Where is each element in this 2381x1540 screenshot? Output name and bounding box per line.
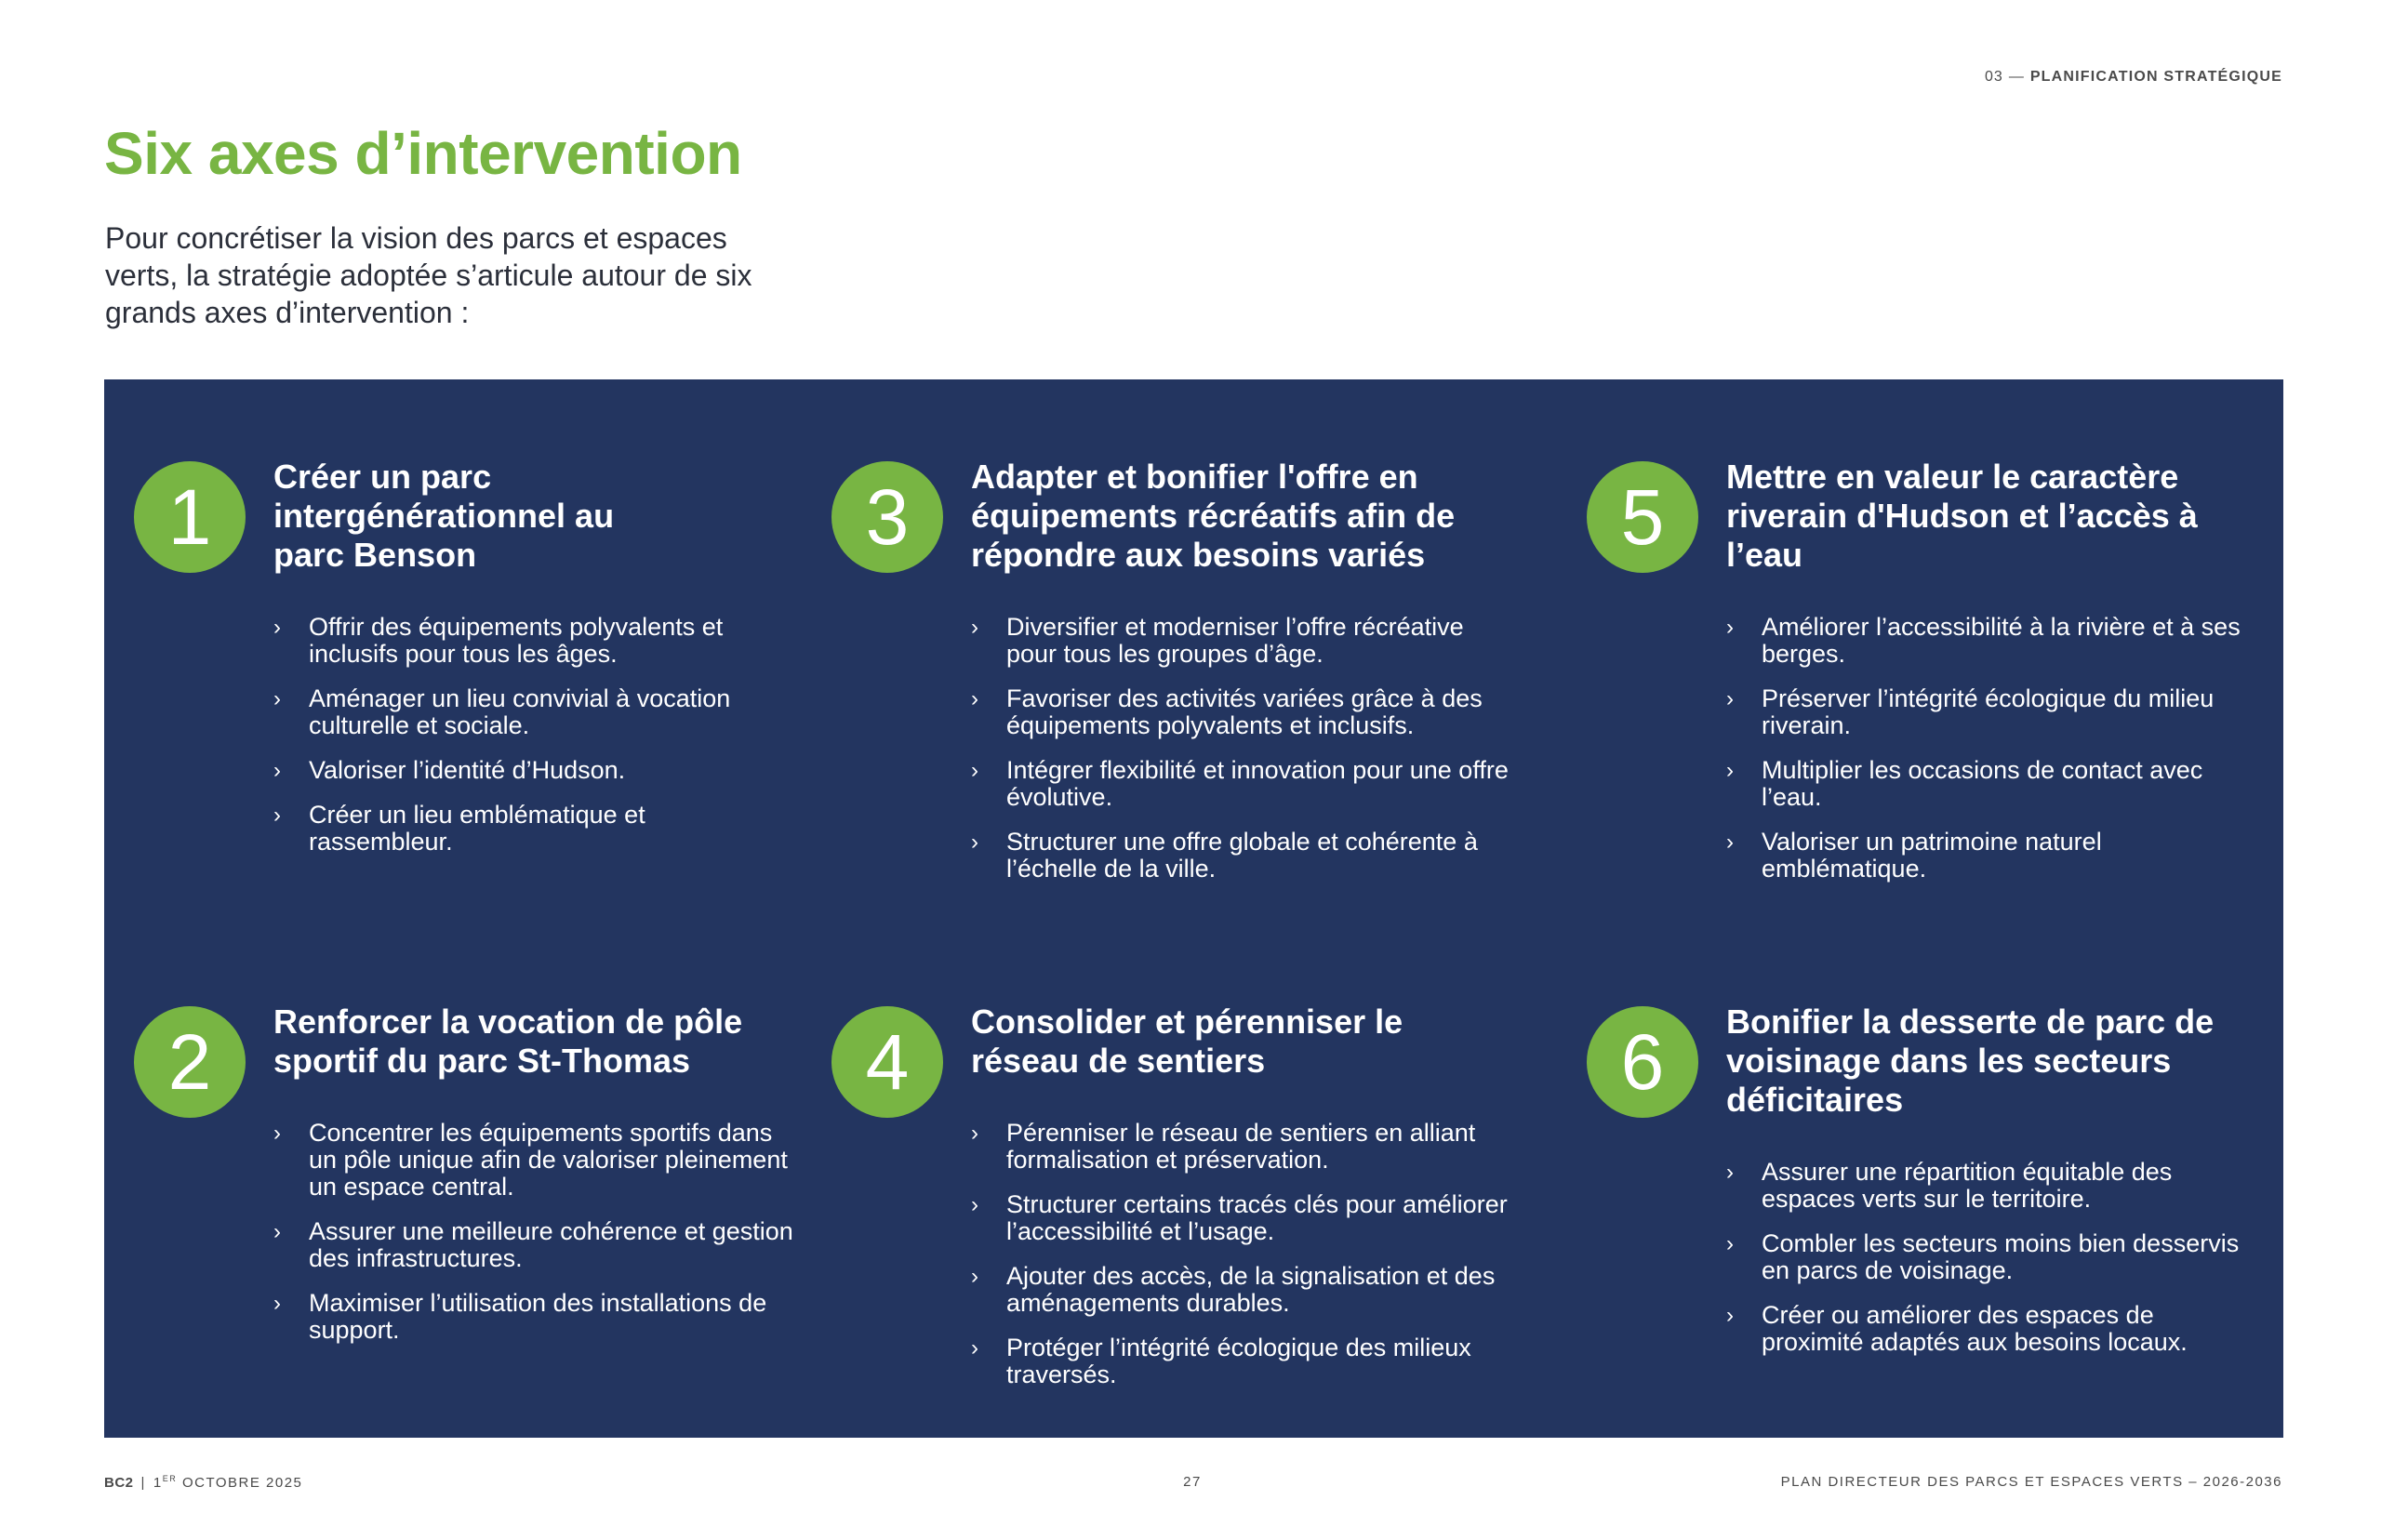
footer-date-day: 1	[153, 1475, 163, 1491]
axis-title: Créer un parc intergénérationnel au parc Benson	[273, 458, 615, 574]
chevron-right-icon: ›	[971, 1121, 978, 1146]
list-item: › Pérenniser le réseau de sentiers en alliant formalisation et préservation.	[971, 1119, 1476, 1174]
chevron-right-icon: ›	[971, 758, 978, 783]
axes-panel	[104, 379, 2283, 1438]
chevron-right-icon: ›	[273, 1291, 281, 1316]
axis-list	[1726, 614, 2247, 900]
axis-title: Bonifier la desserte de parc de voisinage dans les secteurs déficitaires	[1726, 1002, 2215, 1119]
list-item: › Ajouter des accès, de la signalisation et des aménagements durables.	[971, 1262, 1496, 1317]
chevron-right-icon: ›	[1726, 686, 1734, 711]
axis-list	[971, 614, 1510, 900]
list-item: › Structurer une offre globale et cohérente à l’échelle de la ville.	[971, 828, 1478, 883]
chevron-right-icon: ›	[273, 1219, 281, 1244]
axis-title: Mettre en valeur le caractère riverain d'Hudson et l’accès à l’eau	[1726, 458, 2198, 574]
footer-date-suffix: ER	[162, 1474, 178, 1483]
axis-list	[1726, 1159, 2247, 1374]
axis-number-badge: 6	[1587, 1006, 1698, 1118]
page-number: 27	[1183, 1474, 1202, 1490]
axis-number-badge: 1	[134, 461, 246, 573]
axis-list	[971, 1120, 1510, 1406]
chevron-right-icon: ›	[971, 1264, 978, 1289]
list-item: › Valoriser un patrimoine naturel emblématique.	[1726, 828, 2102, 883]
chevron-right-icon: ›	[273, 686, 281, 711]
list-item: › Multiplier les occasions de contact avec l’eau.	[1726, 756, 2203, 811]
list-item: › Améliorer l’accessibilité à la rivière et à ses berges.	[1726, 613, 2241, 668]
list-item: › Assurer une répartition équitable des espaces verts sur le territoire.	[1726, 1158, 2173, 1213]
section-number: 03	[1985, 69, 2003, 85]
list-item: › Offrir des équipements polyvalents et inclusifs pour tous les âges.	[273, 613, 724, 668]
list-item: › Structurer certains tracés clés pour améliorer l’accessibilité et l’usage.	[971, 1190, 1508, 1245]
list-item: › Intégrer flexibilité et innovation pour une offre évolutive.	[971, 756, 1509, 811]
axis-title: Consolider et pérenniser le réseau de sentiers	[971, 1002, 1403, 1080]
chevron-right-icon: ›	[971, 686, 978, 711]
section-label	[1985, 69, 2282, 86]
list-item: › Valoriser l’identité d’Hudson.	[273, 756, 626, 784]
chevron-right-icon: ›	[1726, 758, 1734, 783]
chevron-right-icon: ›	[971, 1335, 978, 1361]
chevron-right-icon: ›	[273, 615, 281, 640]
list-item: › Diversifier et moderniser l’offre récréative pour tous les groupes d’âge.	[971, 613, 1464, 668]
list-item: › Aménager un lieu convivial à vocation culturelle et sociale.	[273, 684, 731, 739]
axis-number-badge: 4	[831, 1006, 943, 1118]
list-item: › Maximiser l’utilisation des installations de support.	[273, 1289, 767, 1344]
list-item: › Créer ou améliorer des espaces de proximité adaptés aux besoins locaux.	[1726, 1301, 2188, 1356]
chevron-right-icon: ›	[273, 803, 281, 828]
section-separator: —	[2008, 69, 2025, 85]
chevron-right-icon: ›	[273, 1121, 281, 1146]
intro-paragraph: Pour concrétiser la vision des parcs et espaces verts, la stratégie adoptée s’articule autour de six grands axes d’intervention :	[105, 221, 752, 329]
axis-title: Renforcer la vocation de pôle sportif du parc St-Thomas	[273, 1002, 743, 1080]
chevron-right-icon: ›	[273, 758, 281, 783]
chevron-right-icon: ›	[1726, 1303, 1734, 1328]
list-item: › Préserver l’intégrité écologique du milieu riverain.	[1726, 684, 2215, 739]
axis-title: Adapter et bonifier l'offre en équipements récréatifs afin de répondre aux besoins variés	[971, 458, 1456, 574]
chevron-right-icon: ›	[1726, 1160, 1734, 1185]
axis-list	[273, 614, 794, 873]
chevron-right-icon: ›	[1726, 1231, 1734, 1256]
footer-date: OCTOBRE 2025	[181, 1475, 303, 1491]
list-item: › Combler les secteurs moins bien desservis en parcs de voisinage.	[1726, 1229, 2240, 1284]
list-item: › Protéger l’intégrité écologique des milieux traversés.	[971, 1334, 1471, 1388]
axis-number-badge: 3	[831, 461, 943, 573]
chevron-right-icon: ›	[1726, 830, 1734, 855]
chevron-right-icon: ›	[1726, 615, 1734, 640]
footer-left	[104, 1474, 302, 1491]
list-item: › Assurer une meilleure cohérence et gestion des infrastructures.	[273, 1217, 793, 1272]
axis-number-badge: 5	[1587, 461, 1698, 573]
chevron-right-icon: ›	[971, 615, 978, 640]
footer-document-title: PLAN DIRECTEUR DES PARCS ET ESPACES VERTS – 2026-2036	[1780, 1474, 2282, 1490]
chevron-right-icon: ›	[971, 830, 978, 855]
footer-separator: |	[140, 1475, 146, 1491]
page-title: Six axes d’intervention	[104, 120, 742, 187]
list-item: › Créer un lieu emblématique et rassembleur.	[273, 801, 645, 856]
axis-list	[273, 1120, 794, 1361]
list-item: › Favoriser des activités variées grâce à des équipements polyvalents et inclusifs.	[971, 684, 1483, 739]
section-name: PLANIFICATION STRATÉGIQUE	[2029, 69, 2282, 85]
axis-number-badge: 2	[134, 1006, 246, 1118]
list-item: › Concentrer les équipements sportifs dans un pôle unique afin de valoriser pleinement un espace central.	[273, 1119, 788, 1201]
chevron-right-icon: ›	[971, 1192, 978, 1217]
footer-brand: BC2	[104, 1475, 134, 1491]
